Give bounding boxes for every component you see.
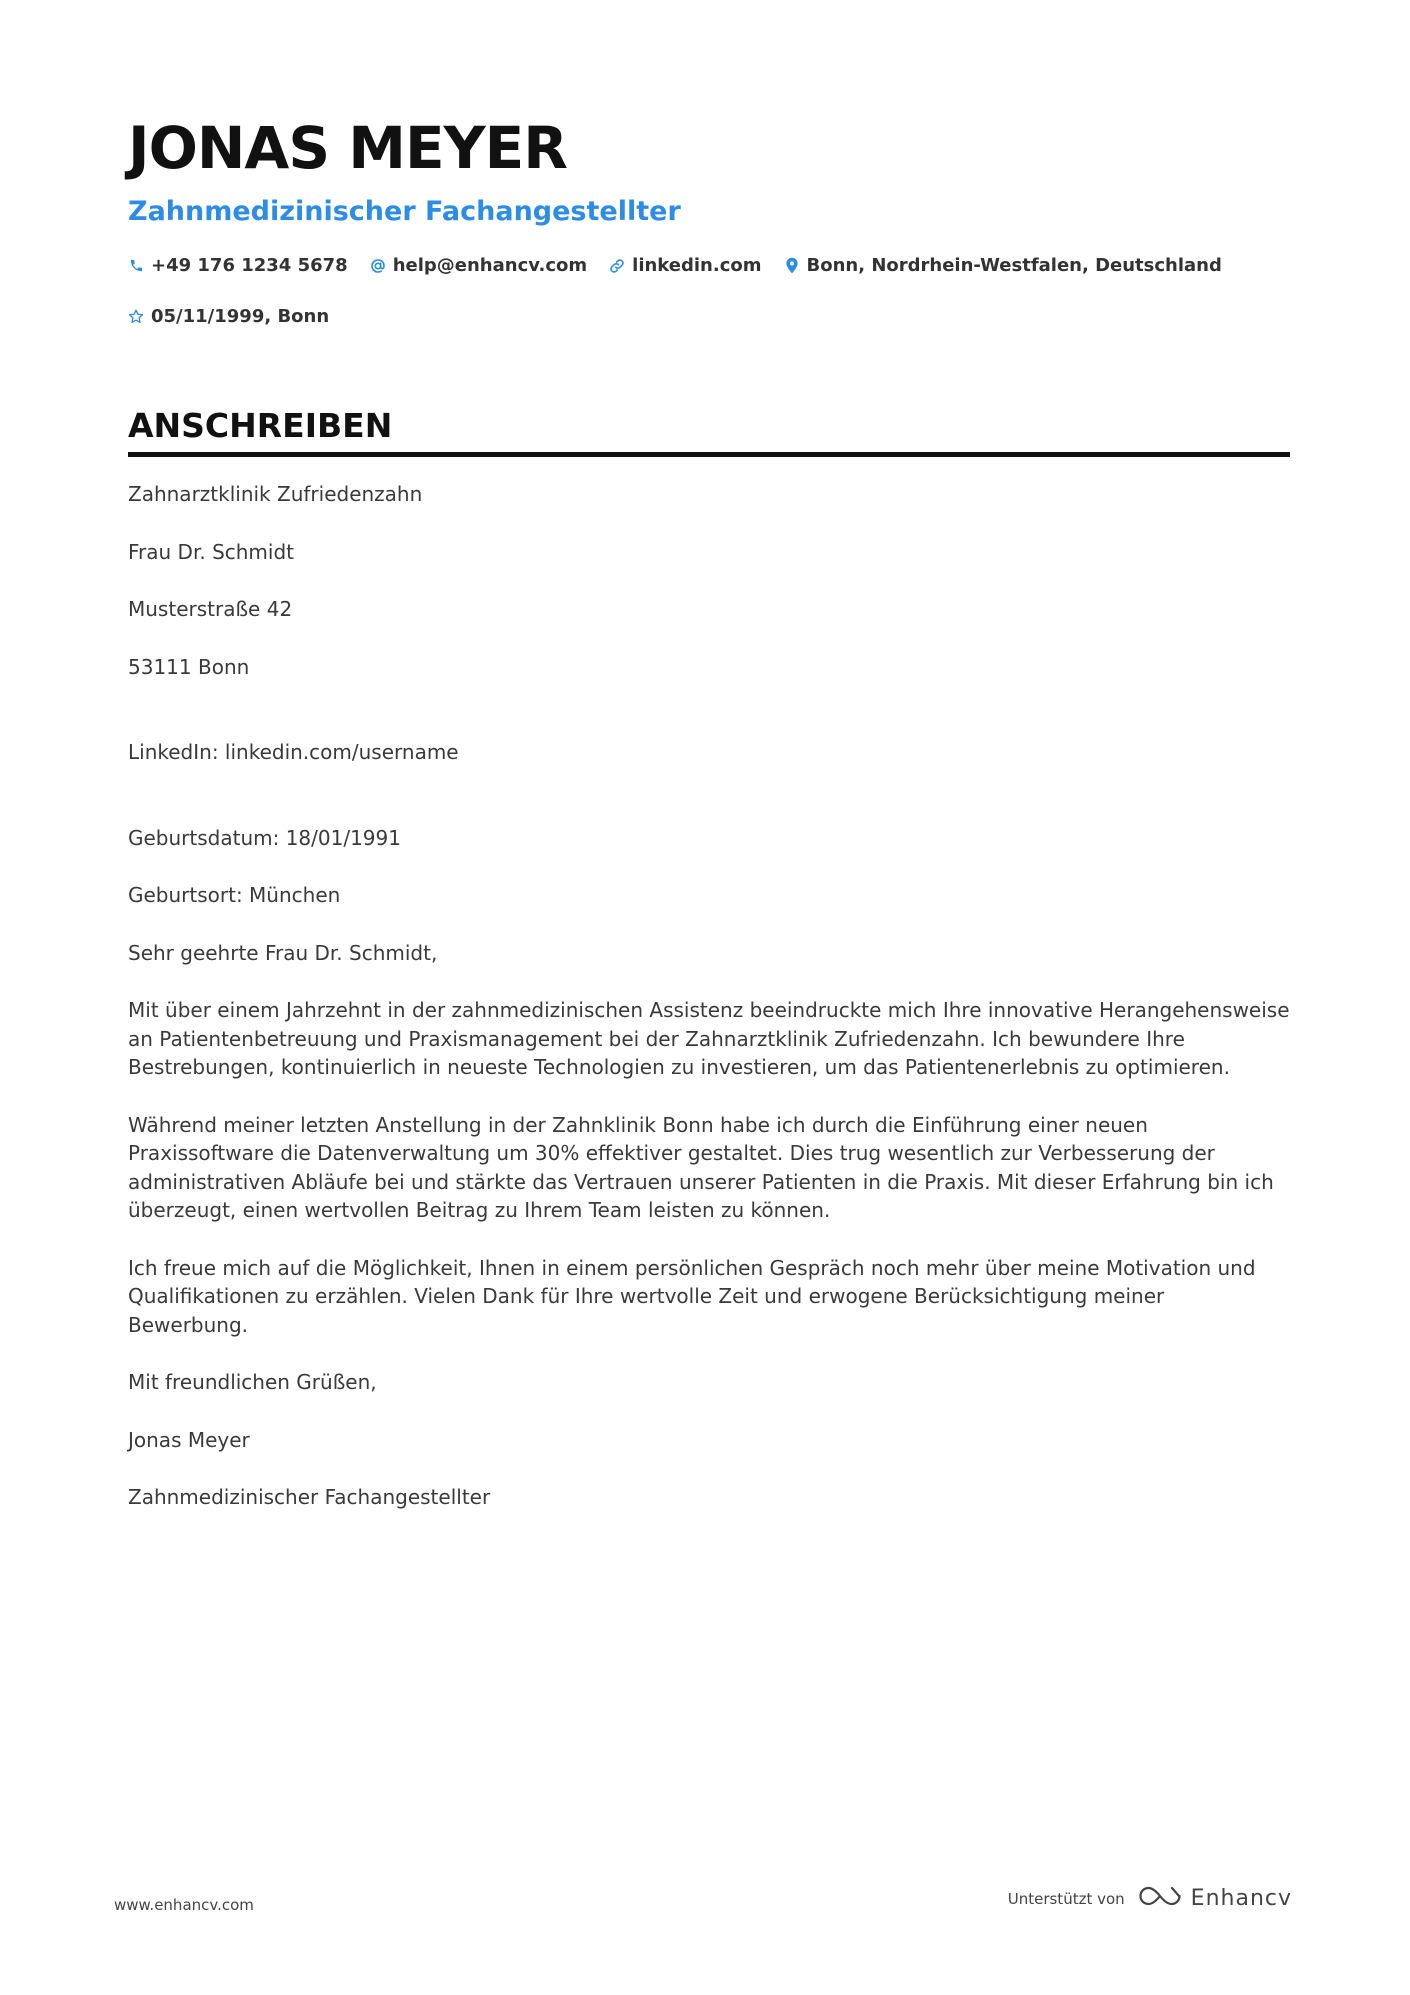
applicant-role: Zahnmedizinischer Fachangestellter — [128, 196, 681, 227]
star-icon — [128, 308, 144, 326]
header — [128, 112, 1288, 330]
contact-phone — [128, 252, 348, 279]
contact-linkedin-text: linkedin.com — [632, 255, 762, 276]
contact-birth — [128, 303, 329, 330]
at-icon — [370, 257, 386, 275]
recipient-city: 53111 Bonn — [128, 654, 250, 679]
recipient-company: Zahnarztklinik Zufriedenzahn — [128, 482, 423, 506]
contact-location — [784, 252, 1222, 279]
linkedin-line: LinkedIn: linkedin.com/username — [128, 740, 459, 764]
contact-info — [128, 252, 1288, 330]
signature-name: Jonas Meyer — [128, 1427, 250, 1452]
section-divider — [128, 452, 1290, 457]
phone-icon — [128, 257, 144, 275]
birth-place-line: Geburtsort: München — [128, 883, 341, 907]
footer-website[interactable]: www.enhancv.com — [114, 1896, 254, 1914]
paragraph-2: Während meiner letzten Anstellung in der Zahnklinik Bonn habe ich durch die Einführung einer neuen Praxissoftware die Datenverwaltung um 30% effektiver gestaltet. Dies trug wesentlich zur Verbesserung der administrativen Abläufe bei und stärkte das Vertrauen unserer Patienten in die Praxis. Mit dieser Erfahrung bin ich überzeugt, einen wertvollen Beitrag zu Ihrem Team leisten zu können. — [128, 1112, 1274, 1222]
section-title: ANSCHREIBEN — [128, 406, 393, 445]
brand-logo[interactable] — [1137, 1883, 1292, 1914]
contact-location-text: Bonn, Nordrhein-Westfalen, Deutschland — [806, 255, 1222, 276]
birth-date-line: Geburtsdatum: 18/01/1991 — [128, 825, 401, 850]
brand-name: Enhancv — [1190, 1885, 1292, 1911]
letter-body — [128, 480, 1290, 1512]
link-icon — [609, 257, 625, 275]
contact-linkedin[interactable] — [609, 252, 761, 279]
signature-role: Zahnmedizinischer Fachangestellter — [128, 1485, 491, 1509]
contact-birth-text: 05/11/1999, Bonn — [151, 306, 330, 327]
paragraph-3: Ich freue mich auf die Möglichkeit, Ihnen in einem persönlichen Gespräch noch mehr über meine Motivation und Qualifikationen zu erzählen. Vielen Dank für Ihre wertvolle Zeit und erwogene Berücksichtigung meiner Bewerbung. — [128, 1255, 1256, 1337]
recipient-street: Musterstraße 42 — [128, 597, 293, 621]
recipient-name: Frau Dr. Schmidt — [128, 539, 295, 564]
applicant-name: JONAS MEYER — [128, 114, 567, 182]
closing: Mit freundlichen Grüßen, — [128, 1370, 377, 1394]
salutation: Sehr geehrte Frau Dr. Schmidt, — [128, 940, 438, 965]
section-cover-letter — [128, 404, 1290, 457]
powered-by-text: Unterstützt von — [1007, 1889, 1125, 1908]
footer-branding — [1008, 1883, 1292, 1914]
contact-email[interactable] — [370, 252, 587, 279]
location-pin-icon — [784, 257, 800, 275]
enhancv-logo-icon — [1137, 1883, 1183, 1914]
paragraph-1: Mit über einem Jahrzehnt in der zahnmedizinischen Assistenz beeindruckte mich Ihre innovative Herangehensweise an Patientenbetreuung und Praxismanagement bei der Zahnarztklinik Zufriedenzahn. Ich bewundere Ihre Bestrebungen, kontinuierlich in neueste Technologien zu investieren, um das Patientenerlebnis zu optimieren. — [128, 998, 1290, 1079]
contact-phone-text: +49 176 1234 5678 — [151, 255, 348, 276]
contact-email-text: help@enhancv.com — [392, 255, 588, 276]
